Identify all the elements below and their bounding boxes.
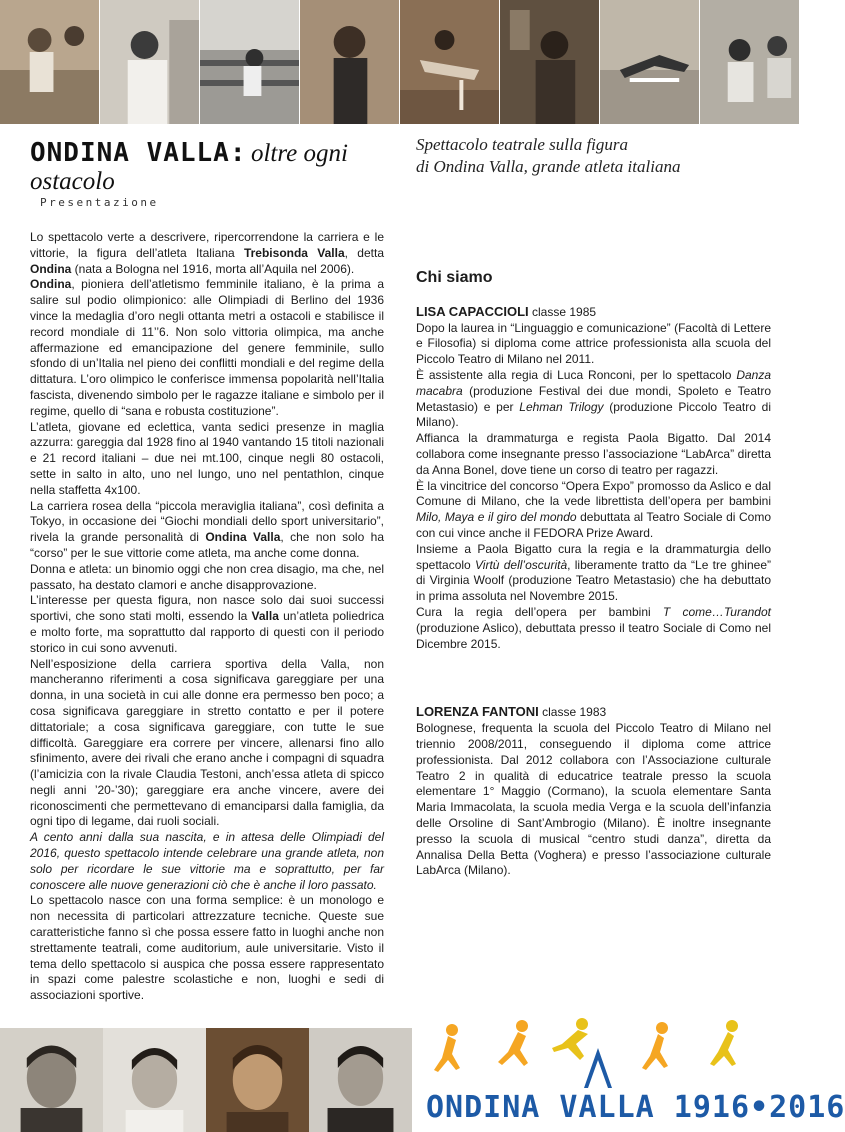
person-class: classe 1985: [532, 304, 597, 319]
person-heading: [416, 304, 771, 321]
person-bio: [416, 304, 771, 653]
subtitle-line: di Ondina Valla, grande atleta italiana: [416, 157, 681, 176]
paragraph: Cura la regia dell’opera per bambini T come…Turandot (produzione Aslico), debuttata presso il teatro Sociale di Como nel Dicembre 2015.: [416, 604, 771, 651]
header-photo: [300, 0, 400, 124]
document-title: [30, 138, 420, 196]
presentation-text: [30, 230, 384, 1004]
portrait-photo: [103, 1028, 206, 1132]
header-photo: [600, 0, 700, 124]
header-photo-strip: [0, 0, 800, 124]
paragraph: L’interesse per questa figura, non nasce solo dai suoi successi sportivi, che sono stati molti, essendo la Valla un’atleta poliedrica e molto forte, ma soprattutto dal rapporto di questi con il periodo storico in cui sono avvenuti.: [30, 593, 385, 655]
person-class: classe 1983: [542, 705, 607, 720]
logo-text: ONDINA VALLA 1916•2016: [426, 1090, 845, 1125]
header-photo: [400, 0, 500, 124]
title-sub: oltre ogni ostacolo: [30, 140, 348, 195]
paragraph: Lo spettacolo nasce con una forma semplice: è un monologo e non necessita di particolari attrezzature tecniche. Queste sue caratteristiche fanno sì che possa essere fatto in luoghi anche non strettamente teatrali, come auditorium, aule universitarie. Visto il tema dello spettacolo si auspica che possa essere rappresentato in spazi come palestre scolastiche e non, luoghi e sedi di associazioni sportive.: [30, 893, 384, 1003]
paragraph: Nell’esposizione della carriera sportiva della Valla, non mancheranno riferimenti a cosa significava gareggiare per una donna, in una società in cui alle donne era permesso ben poco; a cosa significava gareggiare in stretto contatto e per il potere dittatoriale; a cosa significava gareggiare, con tutte le sue difficoltà. Gareggiare era correre per vincere, allenarsi fino allo sfinimento, avere dei rivali che erano anche i compagni di squadra (l’amicizia con la rivale Claudia Testoni, anch’essa atleta di spicco negli anni ’20-’30); gareggiare era anche vincere, avere dei riconoscimenti che permettevano di emanciparsi dalla famiglia, da ogni tipo di legame, dai ruoli sociali.: [30, 656, 384, 829]
paragraph: L’atleta, giovane ed eclettica, vanta sedici presenze in maglia azzurra: gareggia dal 1928 fino al 1940 vantando 15 titoli nazionali e 21 record italiani – due nei mt.100, cinque negli 80 ostacoli, sette in salto in alto, uno nel lungo, uno nel pentathlon, cinque nella staffetta 4x100.: [30, 419, 384, 497]
paragraph: È la vincitrice del concorso “Opera Expo” promosso da Aslico e dal Comune di Milano, che la vede librettista dell’opera per bambini Milo, Maya e il giro del mondo debuttata al Teatro Sociale di Como con cui vince anche il FEDORA Prize Award.: [416, 478, 772, 540]
paragraph: Donna e atleta: un binomio oggi che non crea disagio, ma che, nel passato, ha destato clamori e anche disapprovazione.: [30, 561, 384, 592]
ondina-valla-logo: [412, 1008, 845, 1132]
portrait-photo: [309, 1028, 412, 1132]
portrait-strip: [0, 1028, 412, 1132]
header-photo: [200, 0, 300, 124]
person-bio: [416, 704, 771, 879]
paragraph: È assistente alla regia di Luca Ronconi, per lo spettacolo Danza macabra (produzione Festival dei due mondi, Spoleto e Teatro Metastasio) e per Lehman Trilogy (produzione Piccolo Teatro di Milano).: [416, 367, 771, 430]
chi-siamo-section: [416, 270, 771, 879]
header-photo: [0, 0, 100, 124]
paragraph: Insieme a Paola Bigatto cura la regia e la drammaturgia dello spettacolo Virtù dell’oscurità, liberamente tratto da “Le tre ghinee” di Virginia Woolf (produzione Teatro Metastasio) che ha debuttato in prima assoluta nel Novembre 2015.: [416, 541, 771, 604]
header-photo: [700, 0, 800, 124]
paragraph: Lo spettacolo verte a descrivere, ripercorrendone la carriera e le vittorie, la figura dell’atleta Italiana Trebisonda Valla, detta Ondina (nata a Bologna nel 1916, morta all’Aquila nel 2006).: [30, 230, 384, 276]
paragraph: Bolognese, frequenta la scuola del Piccolo Teatro di Milano nel triennio 2008/2011, conseguendo il diploma come attrice professionista. Dal 2012 collabora con l’Associazione culturale Teatro 2 in qualità di educatrice teatrale presso la scuola elementare 1° Maggio (Cormano), la scuola elementare Santa Maria Immacolata, la scuola media Verga e la scuola dell’infanzia delle Orsoline di Sant’Ambrogio (Milano). È inoltre insegnante presso la scuola di musical “centro studi danza”, diretta da Annalisa Della Betta (Voghera) e presso l’associazione culturale LabArca (Milano).: [416, 721, 771, 878]
paragraph: Affianca la drammaturga e regista Paola Bigatto. Dal 2014 collabora come insegnante presso l’associazione “LabArca” diretta da Anna Bonel, dove tiene un corso di teatro per ragazzi.: [416, 431, 771, 477]
portrait-photo: [206, 1028, 309, 1132]
subtitle-line: Spettacolo teatrale sulla figura: [416, 135, 629, 154]
paragraph: A cento anni dalla sua nascita, e in attesa delle Olimpiadi del 2016, questo spettacolo intende celebrare una grande atleta, non solo per ricordare le sue vittorie ma e soprattutto, per far conoscere alle nuove generazioni ciò che è anche il loro passato.: [30, 830, 384, 892]
runner-silhouettes-icon: [412, 1008, 800, 1088]
header-photo: [100, 0, 200, 124]
person-heading: [416, 704, 771, 721]
paragraph: Dopo la laurea in “Linguaggio e comunicazione” (Facoltà di Lettere e Filosofia) si diploma come attrice professionista alla scuola del Piccolo Teatro di Milano nel 2011.: [416, 320, 771, 367]
paragraph: La carriera rosea della “piccola meraviglia italiana”, così definita a Tokyo, in occasione dei “Giochi mondiali dello sport universitario”, rivela la grande personalità di Ondina Valla, che non solo ha “corso” per le sue vittorie come atleta, ma anche come donna.: [30, 498, 384, 560]
header-photo: [500, 0, 600, 124]
subtitle: [416, 134, 776, 178]
person-name: LISA CAPACCIOLI: [416, 303, 529, 319]
title-main: ONDINA VALLA:: [30, 138, 247, 168]
section-label-presentazione: Presentazione: [40, 196, 159, 209]
chi-siamo-heading: Chi siamo: [416, 269, 493, 286]
portrait-photo: [0, 1028, 103, 1132]
person-name: LORENZA FANTONI: [416, 704, 539, 720]
paragraph: Ondina, pioniera dell’atletismo femminile italiano, è la prima a salire sul podio olimpionico: alle Olimpiadi di Berlino del 1936 vince la medaglia d’oro negli ottanta metri a ostacoli e stabilisce il record mondiale di 11’’6. Non solo vittoria olimpica, ma anche affermazione ed emancipazione del genere femminile, sullo sfondo di un’Italia nel pieno dei conflitti mondiali e del regime della dittatura. L’oro olimpico le conferisce immensa popolarità nell’Italia fascista, divenendo simbolo per le ragazze italiane e simbolo per il regime, quello di “sana e robusta costituzione”.: [30, 277, 384, 418]
